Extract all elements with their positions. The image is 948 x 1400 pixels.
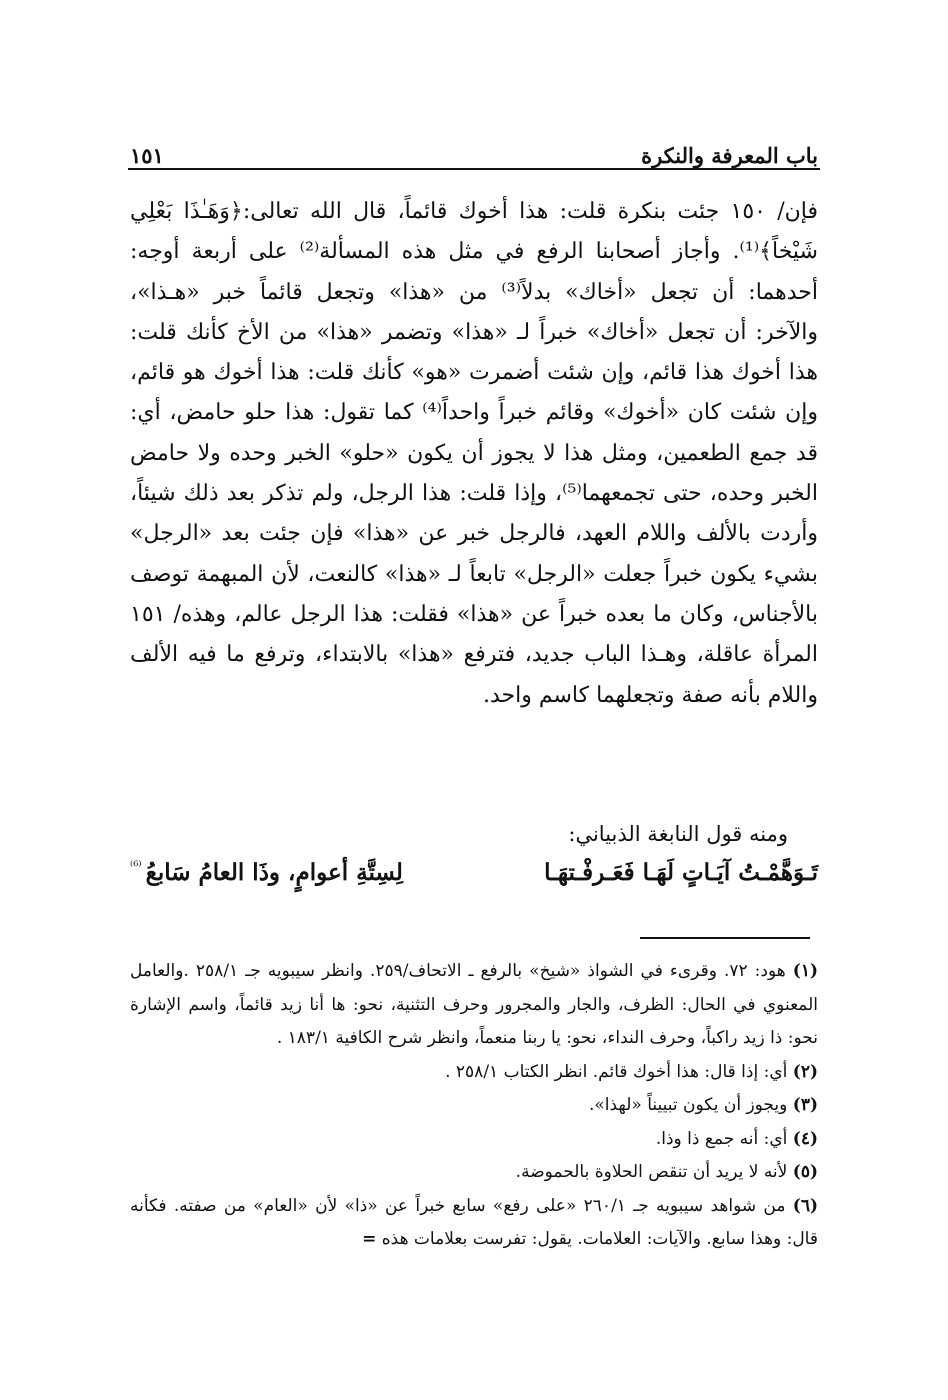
footnote-item bbox=[130, 1089, 818, 1123]
footnote-number: (٥) bbox=[792, 1162, 818, 1182]
verse-hemistich-second: لِسِتَّةِ أعوامٍ، وذَا العامُ سَابعُ bbox=[145, 858, 403, 886]
footnote-item bbox=[130, 1190, 818, 1257]
footnote-text: أي: إذا قال: هذا أخوك قائم. انظر الكتاب ٢٥٨/١ . bbox=[445, 1061, 788, 1082]
footnote-text: ويجوز أن يكون تبييناً «لهذا». bbox=[588, 1095, 788, 1115]
footnote-divider bbox=[640, 937, 810, 939]
page-number: ١٥١ bbox=[130, 143, 164, 168]
main-paragraph: فإن/ ١٥٠ جئت بنكرة قلت: هذا أخوك قائماً، قال الله تعالى:﴿وَهَـٰذَا بَعْلِي شَيْخاً﴾⁽¹⁾. وأجاز أصحابنا الرفع في مثل هذه المسألة⁽²⁾ على أربعة أوجه: أحدهما: أن تجعل «أخاك» بدلاً⁽³⁾ من «هذا» وتجعل قائماً خبر «هـذا»، والآخر: أن تجعل «أخاك» خبراً لـ «هذا» وتضمر «هذا» من الأخ كأنك قلت: هذا أخوك هذا قائم، وإن شئت أضمرت «هو» كأنك قلت: هذا أخوك هو قائم، وإن شئت كان «أخوك» وقائم خبراً واحداً⁽⁴⁾ كما تقول: هذا حلو حامض، أي: قد جمع الطعمين، ومثل هذا لا يجوز أن يكون «حلو» الخبر وحده ولا حامض الخبر وحده، حتى تجمعهما⁽⁵⁾، وإذا قلت: هذا الرجل، ولم تذكر بعد ذلك شيئاً، وأردت بالألف واللام العهد، فالرجل خبر عن «هذا» فإن جئت بعد «الرجل» بشيء يكون خبراً جعلت «الرجل» تابعاً لـ «هذا» كالنعت، لأن المبهمة توصف بالأجناس، وكان ما بعده خبراً عن «هذا» فقلت: هذا الرجل عالم، وهذه/ ١٥١ المرأة عاقلة، وهـذا الباب جديد، فترفع «هذا» بالابتداء، وترفع ما فيه الألف واللام بأنه صفة وتجعلهما كاسم واحد. bbox=[130, 199, 819, 708]
continuation-mark: = bbox=[362, 1229, 377, 1249]
header-divider bbox=[128, 168, 820, 170]
poetry-verse bbox=[130, 852, 818, 892]
footnote-number: (١) bbox=[792, 961, 818, 981]
footnote-number: (٢) bbox=[792, 1061, 818, 1082]
footnote-item bbox=[130, 1156, 818, 1190]
footnote-text: من شواهد سيبويه جـ ٢٦٠/١ «على رفع» سابع خبراً عن «ذا» لأن «العام» من صفته. فكأنه قال: وهذا سابع. والآيات: العلامات. يقول: تفرست بعلامات هذه bbox=[130, 1195, 818, 1249]
footnote-text: أي: أنه جمع ذا وذا. bbox=[655, 1128, 788, 1149]
verse-hemistich-first: تَـوَهَّمْـتُ آيَـاتٍ لَهَـا فَعَـرفْـتهَـا bbox=[544, 858, 818, 886]
verse-intro: ومنه قول النابغة الذبياني: bbox=[568, 822, 788, 846]
footnote-item bbox=[130, 1056, 818, 1090]
main-text bbox=[130, 192, 818, 716]
footnote-number: (٤) bbox=[792, 1128, 818, 1149]
footnote-item bbox=[130, 1123, 818, 1157]
footnote-text: لأنه لا يريد أن تنقص الحلاوة بالحموضة. bbox=[515, 1162, 788, 1182]
footnote-number: (٣) bbox=[792, 1095, 818, 1115]
footnotes bbox=[130, 955, 818, 1257]
footnote-item bbox=[130, 955, 818, 1056]
footnote-text: هود: ٧٢. وقرىء في الشواذ «شيخ» بالرفع ـ الاتحاف/٢٥٩. وانظر سيبويه جـ ٢٥٨/١ .والعامل المعنوي في الحال: الظرف، والجار والمجرور وحرف التثنية، نحو: ها أنا زيد قائماً، واسم الإشارة نحو: ذا زيد راكباً، وحرف النداء، نحو: يا ربنا منعماً، وانظر شرح الكافية ١٨٣/١ . bbox=[130, 961, 818, 1048]
chapter-title: باب المعرفة والنكرة bbox=[641, 143, 818, 168]
page-header bbox=[130, 128, 818, 168]
footnote-number: (٦) bbox=[792, 1195, 819, 1216]
verse-footnote-ref: ⁽⁶⁾ bbox=[130, 858, 142, 874]
verse-second-half bbox=[130, 859, 403, 886]
